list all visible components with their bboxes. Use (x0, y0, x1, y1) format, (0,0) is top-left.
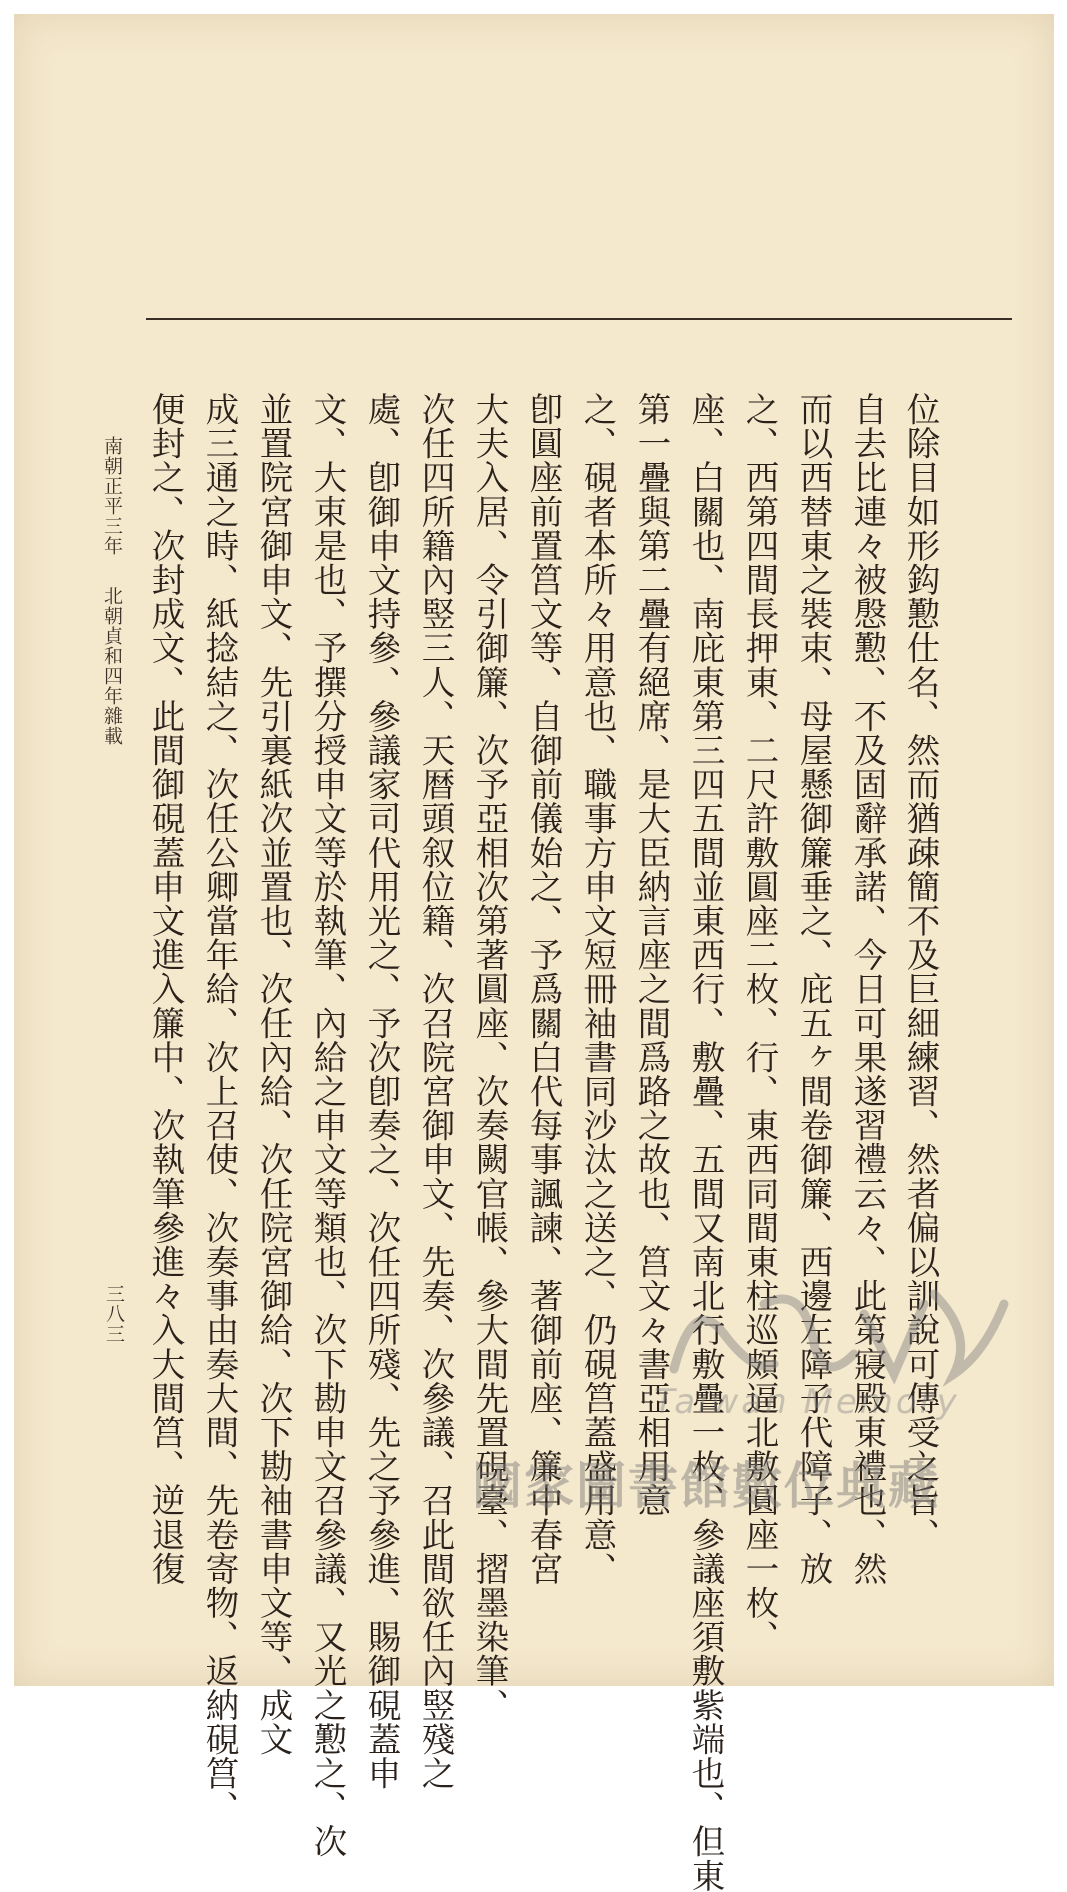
watermark-roman: Taiwan Memory (654, 1382, 960, 1422)
text-column: 卽圓座前置筥文等、自御前儀始之、予爲關白代每事諷諫、著御前座、簾中春宮 (524, 392, 563, 1586)
text-column: 次任四所籍內竪三人、天暦頭叙位籍、次召院宮御申文、先奏、次參議、召此間欲任內竪殘之 (416, 392, 455, 1791)
running-head (100, 436, 124, 746)
text-column: 成三通之時、紙捻結之、次任公卿當年給、次上召使、次奏事由奏大間、先卷寄物、返納硯筥、 (200, 392, 239, 1825)
page-number: 三八三 (103, 1284, 125, 1344)
running-head-left: 南朝正平三年 (101, 436, 123, 556)
header-rule (146, 318, 1012, 320)
text-column: 之、西第四間長押東、二尺許敷圓座二枚、行、東西同間東柱巡頗逼北敷圓座一枚、 (740, 392, 779, 1654)
text-column: 並置院宮御申文、先引裏紙次並置也、次任內給、次任院宮御給、次下勘袖書申文等、成文 (254, 392, 293, 1756)
text-column: 第一疊與第二疊有絕席、是大臣納言座之間爲路之故也、筥文々書亞相用意 (632, 392, 671, 1518)
text-column: 位除目如形鈎懃仕名、然而猶疎簡不及巨細練習、然者偏以訓說可傳受之旨、 (901, 392, 940, 1552)
text-column: 文、大束是也、予撰分授申文等於執筆、內給之申文等類也、次下勘申文召參議、又光之懃之、次 (308, 392, 347, 1859)
text-column: 座、白關也、南庇東第三四五間並東西行、敷疊、五間又南北行敷疊一枚、參議座須敷紫端也、但東 (686, 392, 725, 1892)
text-column: 大夫入居、令引御簾、次予亞相次第著圓座、次奏闕官帳、參大間先置硯臺、摺墨染筆、 (470, 392, 509, 1722)
watermark-logo (654, 1274, 1014, 1394)
text-column: 而以西替東之裝束、母屋懸御簾垂之、庇五ヶ間卷御簾、西邊左障子代障子、放 (794, 392, 833, 1586)
running-head-right: 北朝貞和四年雜載 (101, 586, 123, 746)
watermark-text: 國家圖書館數位典藏 (472, 1457, 940, 1515)
text-column: 處、卽御申文持參、參議家司代用光之、予次卽奏之、次任四所殘、先之予參進、賜御硯蓋申 (362, 392, 401, 1791)
text-column: 自去比連々被慇懃、不及固辭承諾、今日可果遂習禮云々、此第寢殿東禮也、然 (848, 392, 887, 1586)
text-column: 便封之、次封成文、此間御硯蓋申文進入簾中、次執筆參進々入大間筥、逆退復 (146, 392, 185, 1586)
book-page (14, 14, 1054, 1892)
text-column: 之、硯者本所々用意也、職事方申文短冊袖書同沙汰之送之、仍硯筥蓋盛用意、 (578, 392, 617, 1586)
